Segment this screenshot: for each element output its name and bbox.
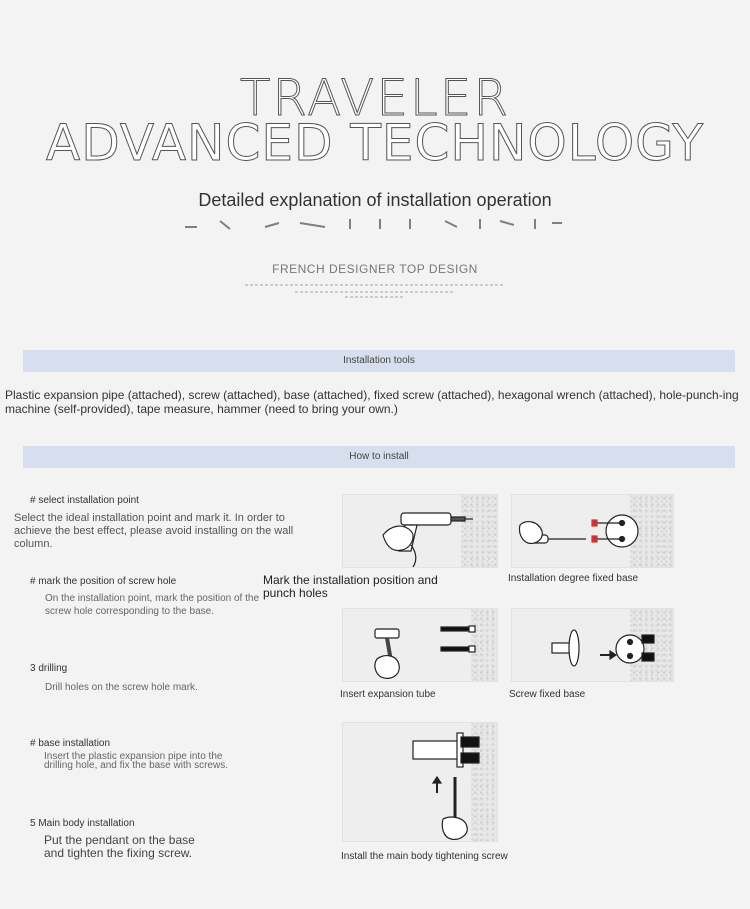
step-body: On the installation point, mark the position of the screw hole corresponding to the base.	[45, 593, 260, 617]
step-body: Put the pendant on the base and tighten the fixing screw.	[44, 833, 195, 860]
photo-caption: Install the main body tightening screw	[341, 851, 508, 862]
step-title: 5 Main body installation	[30, 818, 135, 829]
fine-print-line	[245, 284, 505, 286]
tools-list-text: Plastic expansion pipe (attached), screw (attached), base (attached), fixed screw (attached), hexagonal wrench (attached), hole-punch-ing machine (self-provided), tape measure, hammer (need to bring your own.)	[5, 388, 739, 416]
designer-tagline: FRENCH DESIGNER TOP DESIGN	[272, 262, 478, 276]
fine-print-line	[295, 291, 455, 293]
step-body: Insert the plastic expansion pipe into the drilling hole, and fix the base with screws.	[44, 751, 228, 771]
brand-title-line1: TRAVELER	[239, 69, 511, 127]
drill-illustration	[342, 494, 498, 568]
hammer-illustration	[342, 608, 498, 682]
section-heading-install: How to install	[23, 446, 735, 468]
fine-print-line	[345, 296, 405, 298]
main-body-illustration	[342, 722, 498, 842]
photo-caption: Installation degree fixed base	[508, 573, 639, 584]
page-subtitle: Detailed explanation of installation operation	[198, 190, 552, 210]
subtitle-reflection	[180, 215, 570, 235]
section-heading-tools: Installation tools	[23, 350, 735, 372]
mark-caption: Mark the installation position and punch holes	[263, 573, 438, 600]
step-title: # mark the position of screw hole	[30, 576, 177, 587]
screwdriver-illustration	[511, 494, 674, 568]
step-title: 3 drilling	[30, 663, 68, 674]
base-illustration	[511, 608, 674, 682]
step-title: # select installation point	[30, 495, 139, 506]
step-body: Select the ideal installation point and mark it. In order to achieve the best effect, please avoid installing on the wall column.	[14, 512, 294, 550]
step-title: # base installation	[30, 738, 111, 749]
photo-caption: Insert expansion tube	[340, 689, 436, 700]
step-body: Drill holes on the screw hole mark.	[45, 682, 198, 693]
photo-caption: Screw fixed base	[509, 689, 586, 700]
brand-title-line2: ADVANCED TECHNOLOGY	[46, 114, 704, 172]
